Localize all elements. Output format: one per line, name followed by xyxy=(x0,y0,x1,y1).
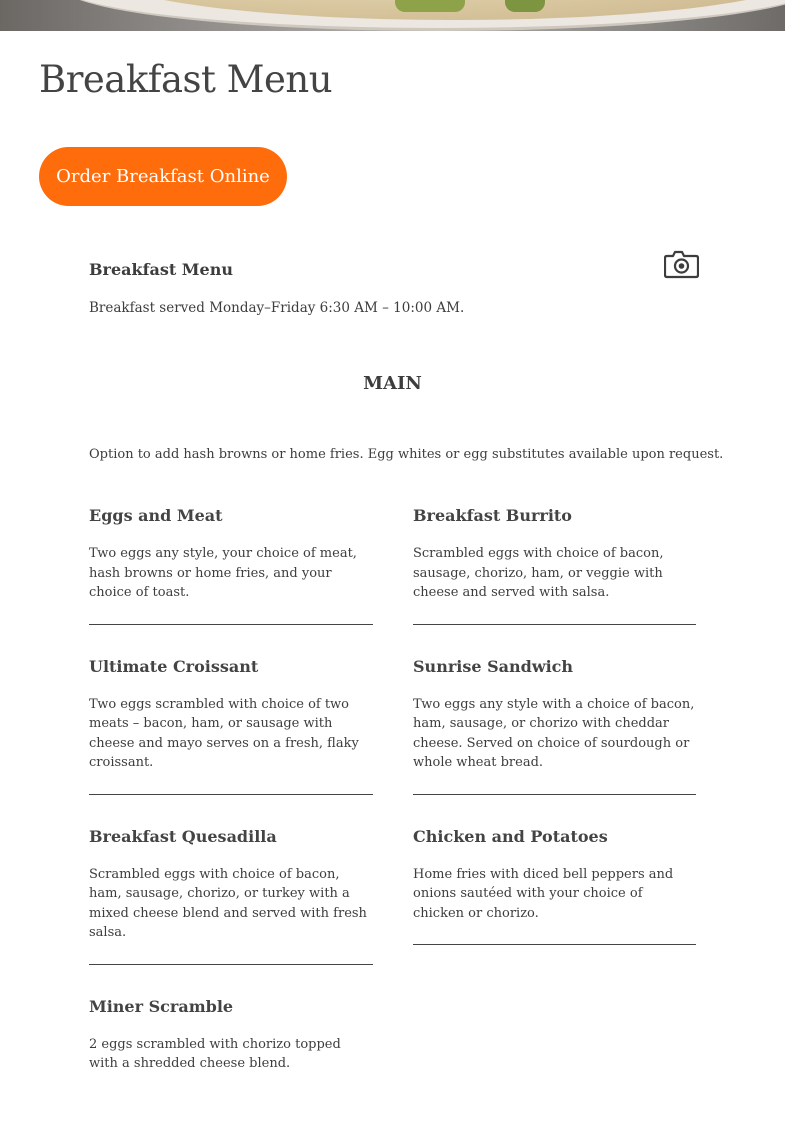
menu-item-description: Two eggs scrambled with choice of two meats – bacon, ham, or sausage with cheese and mayo serves on a fresh, flaky croissant. xyxy=(89,696,359,770)
menu-item xyxy=(413,827,696,946)
menu-item xyxy=(413,657,696,795)
menu-item-name: Sunrise Sandwich xyxy=(413,656,574,676)
order-breakfast-online-button[interactable]: Order Breakfast Online xyxy=(39,147,287,206)
menu-item-description: Two eggs any style with a choice of bacon, ham, sausage, or chorizo with cheddar cheese. Served on choice of sourdough or whole wheat bread. xyxy=(413,696,695,770)
menu-item-description: Two eggs any style, your choice of meat, hash browns or home fries, and your choice of toast. xyxy=(89,546,357,600)
menu-item-description: Home fries with diced bell peppers and onions sautéed with your choice of chicken or chorizo. xyxy=(413,866,674,921)
menu-item-description: Scrambled eggs with choice of bacon, ham, sausage, chorizo, or turkey with a mixed cheese blend and served with fresh salsa. xyxy=(89,866,367,940)
menu-item-name: Chicken and Potatoes xyxy=(413,826,608,846)
hero-leaf xyxy=(505,0,545,12)
menu-item xyxy=(89,827,373,965)
menu-column-right xyxy=(413,506,696,977)
menu-item-description: 2 eggs scrambled with chorizo topped with a shredded cheese blend. xyxy=(89,1036,341,1071)
menu-item-description: Scrambled eggs with choice of bacon, sausage, chorizo, ham, or veggie with cheese and served with salsa. xyxy=(413,546,664,600)
menu-column-left xyxy=(89,506,373,1127)
menu-item xyxy=(413,506,696,625)
hero-leaf xyxy=(395,0,465,12)
section-title: Breakfast Menu xyxy=(89,260,233,279)
menu-item-name: Breakfast Burrito xyxy=(413,506,572,525)
breakfast-hours: Breakfast served Monday–Friday 6:30 AM – 10:00 AM. xyxy=(89,300,465,316)
menu-item xyxy=(89,506,373,625)
menu-item xyxy=(89,997,373,1095)
menu-item-name: Breakfast Quesadilla xyxy=(89,826,277,846)
camera-icon[interactable] xyxy=(664,249,699,279)
menu-item-name: Ultimate Croissant xyxy=(89,656,259,676)
main-section-heading: MAIN xyxy=(363,373,422,394)
option-note: Option to add hash browns or home fries. Egg whites or egg substitutes available upon request. xyxy=(89,447,724,462)
menu-item-name: Miner Scramble xyxy=(89,996,234,1016)
page-title: Breakfast Menu xyxy=(39,58,333,101)
hero-image xyxy=(0,0,785,31)
menu-item-name: Eggs and Meat xyxy=(89,506,223,525)
menu-item xyxy=(89,657,373,795)
